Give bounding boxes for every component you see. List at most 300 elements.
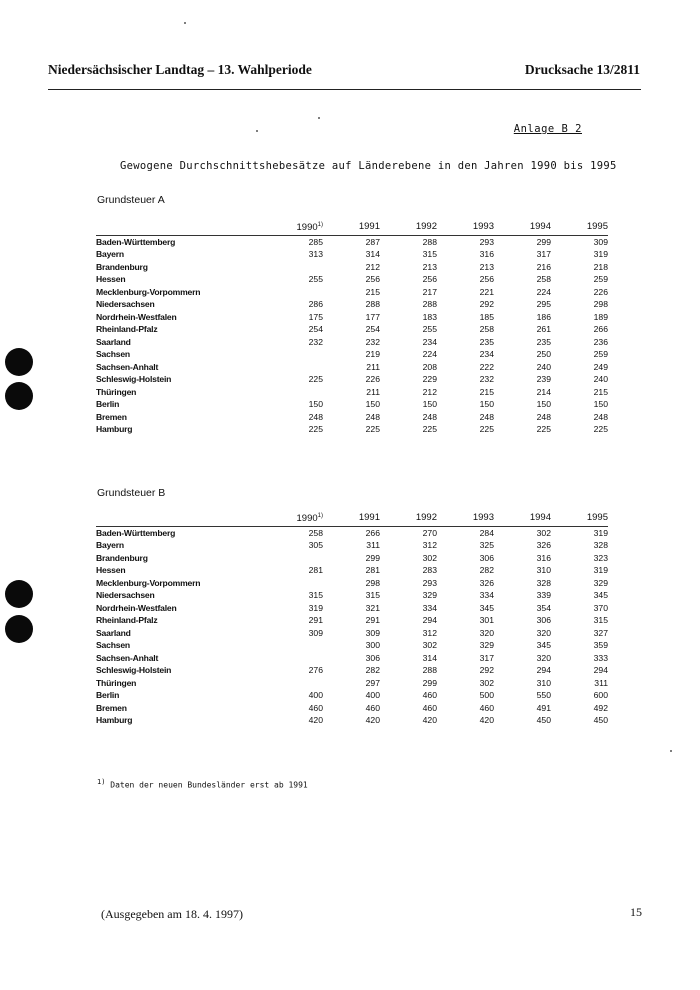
rate-value: 175 [308,311,323,322]
rate-value: 286 [308,299,323,310]
rate-value: 215 [479,386,494,397]
rate-value: 292 [479,665,494,676]
rate-value: 225 [422,424,437,435]
rate-value: 255 [422,324,437,335]
rate-value: 314 [422,652,437,663]
rate-value: 311 [366,540,380,551]
rate-value: 235 [479,336,494,347]
rate-value: 302 [422,552,437,563]
rate-value: 249 [593,361,608,372]
table-row [96,577,608,590]
table-row [96,552,608,565]
state-name: Rheinland-Pfalz [96,324,158,335]
scan-speck [670,750,672,752]
rate-value [266,361,323,374]
year-header [323,219,380,235]
rate-value: 329 [422,590,437,601]
rate-value: 216 [536,261,551,272]
rate-value: 300 [365,640,380,651]
rate-value: 211 [366,386,380,397]
table-row [96,398,608,411]
rate-value: 270 [422,527,437,538]
rate-value: 345 [479,602,494,613]
rate-value: 225 [308,424,323,435]
state-name: Sachsen-Anhalt [96,652,159,663]
year-label: 1992 [415,220,437,232]
rate-value: 295 [536,299,551,310]
rate-value: 460 [422,690,437,701]
year-header [380,219,437,235]
state-name: Hamburg [96,715,133,726]
rate-value: 226 [593,286,608,297]
rate-value: 315 [593,615,608,626]
rate-value [266,652,323,665]
table-row [96,298,608,311]
rate-value: 236 [593,336,608,347]
rate-value: 150 [422,399,437,410]
header-left-title: Niedersächsischer Landtag – 13. Wahlperiode [48,62,312,77]
rate-value [266,261,323,274]
scan-speck [184,22,186,24]
rate-value: 285 [308,236,323,247]
rate-value: 345 [536,640,551,651]
state-name: Nordrhein-Westfalen [96,311,177,322]
year-header [494,510,551,526]
rate-value: 225 [308,374,323,385]
rate-value: 339 [536,590,551,601]
rate-value: 213 [422,261,437,272]
year-header [266,219,323,235]
rate-value: 287 [365,236,380,247]
rate-value: 239 [536,374,551,385]
table-row [96,348,608,361]
state-name: Thüringen [96,677,137,688]
year-header [437,219,494,235]
state-name: Sachsen-Anhalt [96,361,159,372]
rate-value: 185 [479,311,494,322]
rate-value: 177 [365,311,380,322]
rate-value: 319 [308,602,323,613]
table-grundsteuer-b [96,510,608,727]
rate-value: 550 [536,690,551,701]
table-row [96,261,608,274]
state-name: Bayern [96,540,124,551]
rate-value: 370 [593,602,608,613]
year-label: 1990 [296,222,318,234]
rate-value: 297 [365,677,380,688]
state-name: Schleswig-Holstein [96,374,172,385]
table-row [96,423,608,436]
table-row [96,614,608,627]
state-name: Niedersachsen [96,590,155,601]
table-row [96,702,608,715]
attachment-label: Anlage B 2 [513,123,582,135]
rate-value: 299 [422,677,437,688]
rate-value: 150 [308,399,323,410]
state-name: Saarland [96,336,131,347]
rate-value: 225 [365,424,380,435]
header-blank-cell [96,510,266,526]
rate-value: 261 [536,324,551,335]
rate-value: 321 [365,602,380,613]
state-name: Hessen [96,565,126,576]
year-label: 1994 [529,220,551,232]
header-document-number: Drucksache 13/2811 [524,62,640,77]
header-rule [48,89,641,90]
rate-value: 294 [422,615,437,626]
rate-value: 420 [422,715,437,726]
state-name: Sachsen [96,640,130,651]
rate-value: 234 [422,336,437,347]
rate-value: 293 [479,236,494,247]
rate-value: 460 [479,702,494,713]
year-label: 1995 [586,511,608,523]
table-grundsteuer-a [96,219,608,436]
rate-value: 333 [593,652,608,663]
rate-value: 150 [536,399,551,410]
rate-value: 329 [479,640,494,651]
rate-value: 235 [536,336,551,347]
table-row [96,627,608,640]
rate-value: 221 [479,286,494,297]
rate-value: 212 [422,386,437,397]
rate-value: 150 [479,399,494,410]
rate-value: 312 [422,627,437,638]
rate-value: 189 [593,311,608,322]
state-name: Brandenburg [96,261,148,272]
year-label: 1993 [472,220,494,232]
rate-value: 326 [536,540,551,551]
document-title: Gewogene Durchschnittshebesätze auf Länderebene in den Jahren 1990 bis 1995 [120,160,617,172]
rate-value: 460 [365,702,380,713]
rate-value: 354 [536,602,551,613]
rate-value: 294 [536,665,551,676]
rate-value: 248 [536,411,551,422]
year-header [494,219,551,235]
rate-value: 420 [479,715,494,726]
state-name: Brandenburg [96,552,148,563]
rate-value: 310 [536,677,551,688]
rate-value: 311 [594,677,608,688]
rate-value: 183 [422,311,437,322]
punch-hole [5,348,33,376]
rate-value: 225 [479,424,494,435]
table-row [96,677,608,690]
state-name: Nordrhein-Westfalen [96,602,177,613]
rate-value: 248 [593,411,608,422]
rate-value: 320 [479,627,494,638]
rate-value: 256 [422,274,437,285]
rate-value: 282 [479,565,494,576]
rate-value: 276 [308,665,323,676]
rate-value: 450 [536,715,551,726]
rate-value: 359 [593,640,608,651]
rate-value: 281 [308,565,323,576]
rate-value: 217 [422,286,437,297]
rate-value: 299 [536,236,551,247]
rate-value: 283 [422,565,437,576]
rate-value: 319 [593,527,608,538]
state-name: Mecklenburg-Vorpommern [96,286,201,297]
state-name: Hamburg [96,424,133,435]
rate-value: 328 [593,540,608,551]
table-row [96,652,608,665]
rate-value: 214 [536,386,551,397]
rate-value: 313 [308,249,323,260]
state-name: Niedersachsen [96,299,155,310]
section-title-grundsteuer-b: Grundsteuer B [97,487,166,499]
rate-value: 306 [365,652,380,663]
rate-value: 225 [593,424,608,435]
rate-value: 316 [536,552,551,563]
rate-value: 258 [308,527,323,538]
rate-value: 224 [422,349,437,360]
rate-value: 345 [593,590,608,601]
rate-value: 319 [593,565,608,576]
year-header [551,510,608,526]
year-label: 1991 [358,511,380,523]
rate-value: 420 [308,715,323,726]
table-row [96,248,608,261]
state-name: Mecklenburg-Vorpommern [96,577,201,588]
rate-value: 288 [365,299,380,310]
rate-value: 226 [365,374,380,385]
table-row [96,411,608,424]
rate-value: 420 [365,715,380,726]
table-row [96,311,608,324]
rate-value: 315 [365,590,380,601]
rate-value: 232 [479,374,494,385]
rate-value: 282 [365,665,380,676]
scan-speck [256,130,258,132]
rate-value: 234 [479,349,494,360]
rate-value: 254 [308,324,323,335]
year-header [437,510,494,526]
rate-value: 334 [479,590,494,601]
rate-value: 150 [593,399,608,410]
table-row [96,664,608,677]
rate-value: 317 [536,249,551,260]
state-name: Berlin [96,399,120,410]
rate-value: 258 [536,274,551,285]
rate-value: 328 [536,577,551,588]
rate-value: 288 [422,665,437,676]
rate-value: 299 [365,552,380,563]
table-row [96,602,608,615]
rate-value: 240 [593,374,608,385]
rate-value: 255 [308,274,323,285]
rate-value: 224 [536,286,551,297]
rate-value: 259 [593,349,608,360]
state-name: Baden-Württemberg [96,527,176,538]
year-label: 1994 [529,511,551,523]
year-header [551,219,608,235]
rate-value: 208 [422,361,437,372]
rate-value [266,386,323,399]
rate-value: 326 [479,577,494,588]
rate-value: 306 [536,615,551,626]
rate-value: 500 [479,690,494,701]
state-name: Sachsen [96,349,130,360]
punch-hole [5,615,33,643]
year-header [380,510,437,526]
state-name: Bayern [96,249,124,260]
section-title-grundsteuer-a: Grundsteuer A [97,194,165,206]
rate-value [266,639,323,652]
rate-value [266,677,323,690]
rate-value: 450 [593,715,608,726]
rate-value: 294 [593,665,608,676]
rate-value: 301 [479,615,494,626]
table-row [96,361,608,374]
rate-value: 317 [479,652,494,663]
rate-value: 316 [479,249,494,260]
rate-value: 248 [422,411,437,422]
state-name: Thüringen [96,386,137,397]
table-row [96,235,608,248]
table-row [96,323,608,336]
rate-value: 492 [593,702,608,713]
rate-value: 215 [593,386,608,397]
rate-value: 150 [365,399,380,410]
rate-value: 213 [479,261,494,272]
rate-value: 186 [536,311,551,322]
rate-value [266,286,323,299]
rate-value: 212 [365,261,380,272]
rate-value: 320 [536,652,551,663]
rate-value: 218 [593,261,608,272]
rate-value: 266 [593,324,608,335]
state-name: Hessen [96,274,126,285]
table-header-row [96,510,608,526]
rate-value: 302 [479,677,494,688]
table-row [96,589,608,602]
state-name: Baden-Württemberg [96,236,176,247]
rate-value: 248 [479,411,494,422]
rate-value: 232 [365,336,380,347]
footnote-ref: 1) [317,513,323,519]
page-number: 15 [630,905,642,919]
rate-value: 327 [593,627,608,638]
year-label: 1992 [415,511,437,523]
rate-value: 232 [308,336,323,347]
rate-value: 319 [593,249,608,260]
rate-value: 305 [308,540,323,551]
rate-value [266,552,323,565]
rate-value: 600 [593,690,608,701]
rate-value: 258 [479,324,494,335]
rate-value: 266 [365,527,380,538]
rate-value: 211 [366,361,380,372]
year-label: 1993 [472,511,494,523]
rate-value: 325 [479,540,494,551]
rate-value: 248 [308,411,323,422]
rate-value: 254 [365,324,380,335]
rate-value: 259 [593,274,608,285]
rate-value: 248 [365,411,380,422]
rate-value: 298 [365,577,380,588]
rate-value: 320 [536,627,551,638]
footnote-ref: 1) [317,222,323,228]
rate-value: 291 [365,615,380,626]
rate-value: 323 [593,552,608,563]
footer-issue-date: (Ausgegeben am 18. 4. 1997) [101,907,243,921]
table-row [96,564,608,577]
table-header-row [96,219,608,235]
state-name: Saarland [96,627,131,638]
rate-value: 293 [422,577,437,588]
header-blank-cell [96,219,266,235]
table-row [96,689,608,702]
rate-value: 312 [422,540,437,551]
rate-value: 240 [536,361,551,372]
rate-value: 288 [422,299,437,310]
punch-hole [5,382,33,410]
rate-value: 219 [365,349,380,360]
rate-value: 315 [308,590,323,601]
punch-hole [5,580,33,608]
state-name: Berlin [96,690,120,701]
rate-value: 302 [422,640,437,651]
rate-value: 298 [593,299,608,310]
rate-value: 334 [422,602,437,613]
year-label: 1990 [296,513,318,525]
rate-value: 291 [308,615,323,626]
state-name: Rheinland-Pfalz [96,615,158,626]
rate-value: 310 [536,565,551,576]
rate-value: 400 [365,690,380,701]
rate-value: 302 [536,527,551,538]
table-row [96,373,608,386]
rate-value: 288 [422,236,437,247]
table-row [96,386,608,399]
rate-value: 460 [308,702,323,713]
table-row [96,273,608,286]
rate-value: 284 [479,527,494,538]
rate-value [266,348,323,361]
rate-value: 292 [479,299,494,310]
table-row [96,286,608,299]
rate-value: 229 [422,374,437,385]
rate-value: 400 [308,690,323,701]
rate-value: 329 [593,577,608,588]
table-row [96,526,608,539]
rate-value: 309 [593,236,608,247]
rate-value: 256 [365,274,380,285]
rate-value: 315 [422,249,437,260]
rate-value: 306 [479,552,494,563]
rate-value: 460 [422,702,437,713]
rate-value: 491 [536,702,551,713]
state-name: Schleswig-Holstein [96,665,172,676]
state-name: Bremen [96,702,127,713]
year-label: 1991 [358,220,380,232]
rate-value: 314 [365,249,380,260]
rate-value [266,577,323,590]
scan-speck [318,117,320,119]
year-header [266,510,323,526]
table-row [96,714,608,727]
rate-value: 309 [365,627,380,638]
year-header [323,510,380,526]
rate-value: 250 [536,349,551,360]
table-row [96,639,608,652]
state-name: Bremen [96,411,127,422]
rate-value: 222 [479,361,494,372]
rate-value: 215 [365,286,380,297]
table-row [96,336,608,349]
rate-value: 281 [365,565,380,576]
